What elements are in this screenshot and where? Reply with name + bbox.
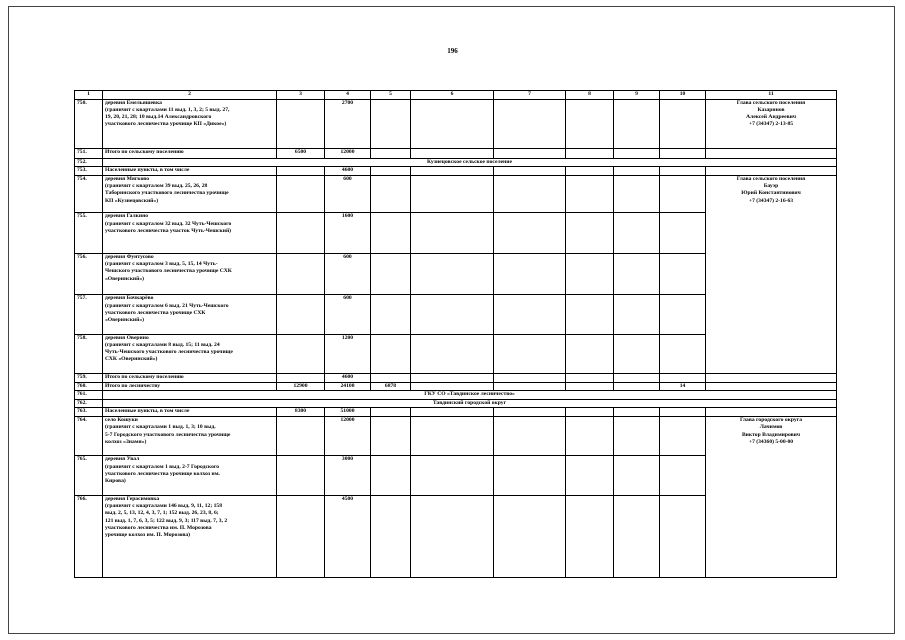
header-cell: 10 (660, 91, 706, 100)
col3-value: 8300 (277, 408, 325, 417)
row-number: 754. (75, 175, 103, 212)
subtotal-label: Населенные пункты, в том числе (103, 408, 277, 417)
col4-value: 4500 (325, 495, 371, 577)
table-row (75, 149, 837, 158)
col4-value: 4600 (325, 167, 371, 176)
col4-value: 600 (325, 295, 371, 334)
row-number: 759. (75, 374, 103, 383)
col4-value: 3000 (325, 456, 371, 495)
col4-value: 12000 (325, 417, 371, 456)
header-cell: 5 (371, 91, 411, 100)
row-number: 751. (75, 149, 103, 158)
col4-value: 600 (325, 175, 371, 212)
header-cell: 9 (614, 91, 660, 100)
row-number: 758. (75, 334, 103, 373)
row-number: 752. (75, 158, 103, 167)
col4-value: 1600 (325, 213, 371, 253)
row-number: 763. (75, 408, 103, 417)
row-number: 756. (75, 253, 103, 295)
col3-value: 6500 (277, 149, 325, 158)
section-row (75, 399, 837, 408)
section-title: Кузнецовское сельское поселение (103, 158, 837, 167)
row-number: 750. (75, 99, 103, 149)
settlement-name: село Кошуки (граничит с кварталами 1 выд. 1, 3; 10 выд. 5-7 Городского участкового лесничества урочище колхоз «Знамя») (103, 417, 277, 456)
row-number: 762. (75, 399, 103, 408)
section-row (75, 391, 837, 400)
section-title: ГКУ СО «Тавдинское лесничество» (103, 391, 837, 400)
row-number: 764. (75, 417, 103, 456)
col4-value: 12000 (325, 149, 371, 158)
section-row (75, 158, 837, 167)
table-row (75, 167, 837, 176)
settlement-name: деревня Бочкарёво (граничит с кварталом 6 выд. 21 Чуть-Чешского участкового лесничества урочище СХК «Оверинский») (103, 295, 277, 334)
table-row (75, 374, 837, 383)
forest-register-table (74, 90, 837, 578)
total-label: Итого по сельскому поселению (103, 374, 277, 383)
row-number: 760. (75, 382, 103, 391)
section-title: Тавдинский городской округ (103, 399, 837, 408)
header-cell: 7 (494, 91, 566, 100)
header-cell: 3 (277, 91, 325, 100)
header-cell: 1 (75, 91, 103, 100)
header-cell: 6 (411, 91, 494, 100)
header-cell: 11 (706, 91, 837, 100)
col4-value: 51000 (325, 408, 371, 417)
col4-value: 600 (325, 253, 371, 295)
total-label: Итого по сельскому поселению (103, 149, 277, 158)
contact-info: Глава сельского поселения Казаринов Алексей Андреевич +7 (34347) 2-13-85 (706, 99, 837, 149)
col3-value: 12900 (277, 382, 325, 391)
col10-value: 14 (660, 382, 706, 391)
settlement-name: деревня Оверино (граничит с кварталами 8 выд. 15; 11 выд. 24 Чуть-Чешского участкового лесничества урочище СХК «Оверинский») (103, 334, 277, 373)
settlement-name: деревня Увал (граничит с кварталом 1 выд. 2-7 Городского участкового лесничества урочище колхоз им. Кирова) (103, 456, 277, 495)
row-number: 765. (75, 456, 103, 495)
header-cell: 8 (566, 91, 614, 100)
page-number: 196 (447, 47, 458, 55)
table-row (75, 99, 837, 149)
table-row (75, 175, 837, 212)
settlement-name: деревня Фунтусово (граничит с кварталом 3 выд. 5, 15, 14 Чуть- Чешского участкового лесничества урочище СХК «Оверинский») (103, 253, 277, 295)
row-number: 755. (75, 213, 103, 253)
row-number: 753. (75, 167, 103, 176)
col4-value: 4600 (325, 374, 371, 383)
col4-value: 2700 (325, 99, 371, 149)
header-cell: 4 (325, 91, 371, 100)
col4-value: 24100 (325, 382, 371, 391)
contact-info: Глава городского округа Лачимов Виктор Владимирович +7 (34360) 5-00-00 (706, 417, 837, 578)
total-label: Итого по лесничеству (103, 382, 277, 391)
table-row (75, 417, 837, 456)
settlement-name: деревня Галкино (граничит с кварталом 32 выд. 32 Чуть-Чешского участкового лесничества участок Чуть-Чешский) (103, 213, 277, 253)
row-number: 766. (75, 495, 103, 577)
subtotal-label: Населенные пункты, в том числе (103, 167, 277, 176)
settlement-name: деревня Герасимовка (граничит с кварталами 146 выд. 9, 11, 12; 158 выд. 2, 5, 13, 12, 4, 3, 7, 1; 152 выд. 26, 23, 8, 6; 121 выд. 1, 7, 6, 3, 5; 122 выд. 9, 3; 117 выд. 7, 3, 2 участкового лесничества им. П. Морозова урочище колхоз им. П. Морозова) (103, 495, 277, 577)
contact-info: Глава сельского поселения Бауэр Юрий Константинович +7 (34347) 2-16-63 (706, 175, 837, 373)
settlement-name: деревня Емельяшевка (граничит с кварталами 11 выд. 1, 3, 2; 5 выд. 27, 19, 20, 21, 28; 10 выд.14 Александровского участкового лесничества урочище КП «Дикое») (103, 99, 277, 149)
row-number: 761. (75, 391, 103, 400)
header-cell: 2 (103, 91, 277, 100)
settlement-name: деревня Мягково (граничит с кварталом 39 выд. 25, 26, 28 Таборинского участкового лесничества урочище КП «Кузнецовский») (103, 175, 277, 212)
table-row (75, 408, 837, 417)
col5-value: 6878 (371, 382, 411, 391)
row-number: 757. (75, 295, 103, 334)
header-row (75, 91, 837, 100)
col4-value: 1200 (325, 334, 371, 373)
table-row (75, 382, 837, 391)
